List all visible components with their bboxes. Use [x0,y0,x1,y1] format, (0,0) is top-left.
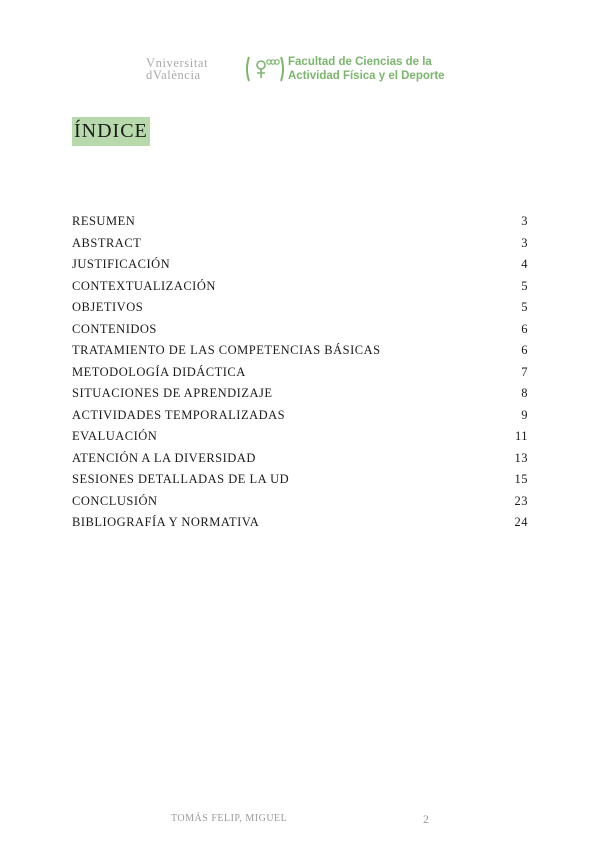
university-name-line2: dValència [146,68,201,82]
toc-label: TRATAMIENTO DE LAS COMPETENCIAS BÁSICAS [72,343,381,357]
toc-label: SESIONES DETALLADAS DE LA UD [72,472,290,486]
table-of-contents [72,214,528,537]
toc-label: EVALUACIÓN [72,429,158,443]
faculty-logo-icon [244,54,286,84]
toc-page-number: 4 [521,257,528,271]
toc-label: JUSTIFICACIÓN [72,257,171,271]
toc-row-contenidos[interactable] [72,322,528,344]
toc-page-number: 15 [514,472,528,486]
faculty-name-line1: Facultad de Ciencias de la [288,56,432,68]
toc-label: RESUMEN [72,214,136,228]
faculty-name [288,55,445,83]
toc-label: ABSTRACT [72,235,142,250]
toc-row-justificacion[interactable] [72,257,528,279]
toc-row-conclusion[interactable] [72,494,528,516]
toc-page-number: 7 [521,364,528,379]
toc-page-number: 11 [514,429,528,443]
toc-page-number: 3 [521,235,528,250]
page-header [146,52,445,86]
toc-page-number: 13 [514,450,528,465]
toc-row-diversidad[interactable] [72,451,528,473]
toc-label: CONTENIDOS [72,321,157,336]
toc-row-competencias[interactable] [72,343,528,365]
toc-page-number: 6 [521,343,528,357]
toc-page-number: 24 [514,515,528,529]
index-title [72,117,150,146]
index-title-text: ÍNDICE [74,120,148,142]
university-logo [146,57,238,81]
footer-author: TOMÁS FELIP, MIGUEL [171,813,288,824]
toc-page-number: 3 [521,214,528,228]
toc-label: CONTEXTUALIZACIÓN [72,278,216,293]
toc-label: SITUACIONES DE APRENDIZAJE [72,386,273,400]
toc-page-number: 5 [521,300,528,314]
toc-page-number: 9 [521,407,528,422]
toc-label: CONCLUSIÓN [72,493,158,508]
toc-row-metodologia[interactable] [72,365,528,387]
university-name-line1: Vniversitat [146,56,209,70]
toc-row-contextualizacion[interactable] [72,279,528,301]
toc-row-actividades[interactable] [72,408,528,430]
toc-label: METODOLOGÍA DIDÁCTICA [72,364,246,379]
toc-row-bibliografia[interactable] [72,515,528,537]
footer-page-number: 2 [423,812,429,826]
toc-label: OBJETIVOS [72,300,144,314]
toc-row-evaluacion[interactable] [72,429,528,451]
toc-label: BIBLIOGRAFÍA Y NORMATIVA [72,515,260,529]
toc-page-number: 6 [521,321,528,336]
toc-page-number: 8 [521,386,528,400]
faculty-name-line2: Actividad Física y el Deporte [288,70,445,82]
toc-row-objetivos[interactable] [72,300,528,322]
toc-page-number: 23 [514,493,528,508]
toc-row-resumen[interactable] [72,214,528,236]
toc-page-number: 5 [521,278,528,293]
toc-row-abstract[interactable] [72,236,528,258]
toc-row-sesiones[interactable] [72,472,528,494]
toc-row-situaciones[interactable] [72,386,528,408]
toc-label: ACTIVIDADES TEMPORALIZADAS [72,407,286,422]
toc-label: ATENCIÓN A LA DIVERSIDAD [72,450,256,465]
